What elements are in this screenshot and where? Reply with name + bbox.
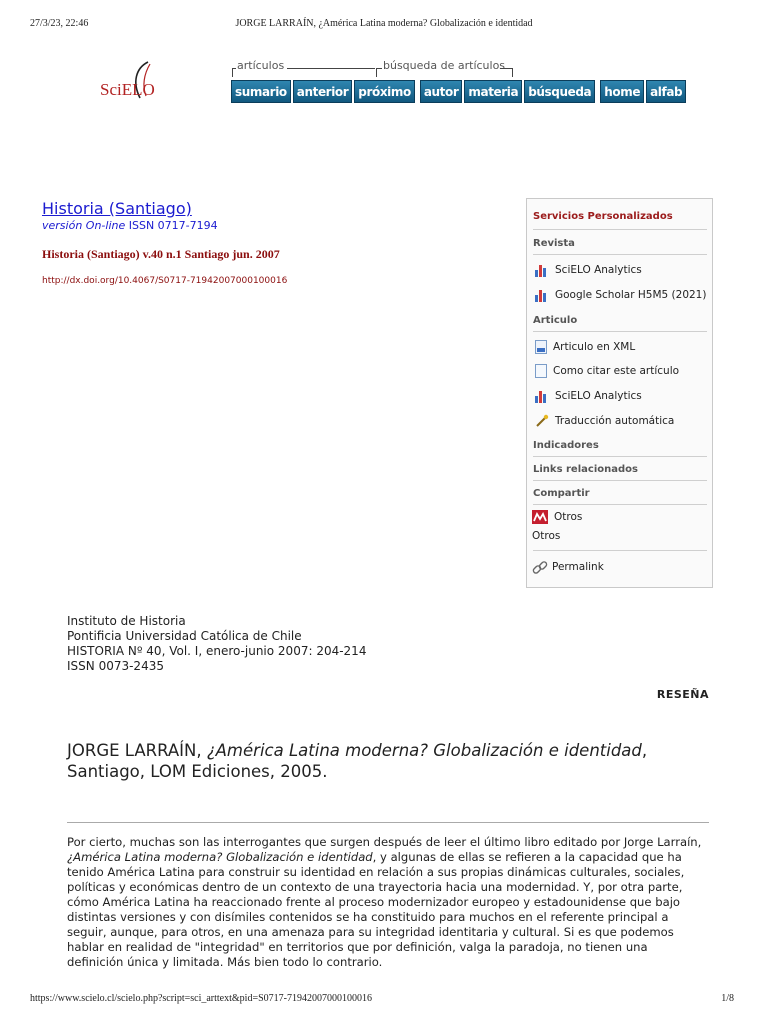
articulo-item-label: Articulo en XML [553, 341, 636, 353]
services-section-indicadores: Indicadores [533, 440, 599, 451]
print-page-number: 1/8 [721, 993, 734, 1004]
journal-version-label: versión On-line [42, 219, 126, 232]
citation-book-title: ¿América Latina moderna? Globalización e identidad [206, 741, 642, 760]
xml-file-icon [535, 340, 547, 354]
revista-item-label: SciELO Analytics [555, 264, 642, 276]
revista-item-label: Google Scholar H5M5 (2021) [555, 289, 707, 301]
articulo-scielo-analytics-link[interactable] [535, 389, 642, 403]
nav-toolbar [231, 80, 686, 103]
nav-anterior-button[interactable]: anterior [293, 80, 353, 103]
nav-home-button[interactable]: home [600, 80, 644, 103]
nav-materia-button[interactable]: materia [464, 80, 522, 103]
issue-line: Historia (Santiago) v.40 n.1 Santiago jun. 2007 [42, 247, 280, 261]
services-divider [533, 550, 707, 551]
print-datetime: 27/3/23, 22:46 [30, 18, 89, 29]
paragraph-book-title: ¿América Latina moderna? Globalización e identidad [67, 850, 373, 864]
services-panel [526, 198, 713, 588]
citation-rest: , Santiago, LOM Ediciones, 2005. [67, 741, 648, 781]
bar-chart-icon [535, 263, 549, 277]
nav-group-bracket-line [232, 68, 236, 69]
articulo-item-label: Como citar este artículo [553, 365, 680, 377]
nav-autor-button[interactable]: autor [420, 80, 463, 103]
nav-sumario-button[interactable]: sumario [231, 80, 291, 103]
affiliation-line: Instituto de Historia [67, 614, 186, 628]
chain-link-icon [532, 560, 546, 574]
paragraph-text: Por cierto, muchas son las interrogantes que surgen después de leer el último libro editado por Jorge Larraín, [67, 835, 702, 849]
journal-version-line [42, 219, 218, 232]
share-icon [532, 510, 548, 524]
section-label: RESEÑA [656, 688, 709, 701]
doi-link[interactable]: http://dx.doi.org/10.4067/S0717-71942007000100016 [42, 276, 288, 286]
services-section-links: Links relacionados [533, 464, 638, 475]
scielo-logo[interactable] [100, 60, 170, 110]
nav-busqueda-button[interactable]: búsqueda [524, 80, 595, 103]
services-section-revista: Revista [533, 238, 575, 249]
share-item-label: Otros [532, 530, 561, 542]
share-otros-link-2[interactable] [532, 530, 560, 542]
bar-chart-icon [535, 389, 549, 403]
print-page-title: JORGE LARRAÍN, ¿América Latina moderna? Globalización e identidad [235, 18, 533, 29]
nav-group-bracket-line [376, 68, 382, 69]
articulo-item-label: SciELO Analytics [555, 390, 642, 402]
bar-chart-icon [535, 288, 549, 302]
affiliation-line: Pontificia Universidad Católica de Chile [67, 629, 302, 643]
nav-group-busqueda-label: búsqueda de artículos [383, 59, 506, 72]
services-divider [533, 504, 707, 505]
services-divider [533, 254, 707, 255]
body-paragraph [67, 835, 707, 970]
citation-sep: , [196, 741, 207, 760]
services-section-compartir: Compartir [533, 488, 590, 499]
journal-issn: ISSN 0717-7194 [128, 219, 218, 232]
articulo-cite-link[interactable] [535, 364, 679, 378]
revista-google-scholar-link[interactable] [535, 288, 706, 302]
nav-group-bracket-line [500, 68, 512, 69]
nav-group-bracket [232, 68, 233, 77]
articulo-item-label: Traducción automática [555, 415, 675, 427]
articulo-xml-link[interactable] [535, 340, 635, 354]
nav-proximo-button[interactable]: próximo [354, 80, 415, 103]
scielo-logo-text: SciELO [100, 80, 155, 99]
journal-title-link[interactable]: Historia (Santiago) [42, 199, 192, 218]
print-url: https://www.scielo.cl/scielo.php?script=sci_arttext&pid=S0717-71942007000100016 [30, 993, 372, 1004]
permalink-link[interactable] [532, 560, 604, 574]
document-icon [535, 364, 547, 378]
content-divider [67, 822, 709, 823]
revista-scielo-analytics-link[interactable] [535, 263, 642, 277]
nav-group-bracket [376, 68, 377, 77]
services-divider [533, 456, 707, 457]
services-divider [533, 480, 707, 481]
services-divider [533, 229, 707, 230]
nav-group-articulos-label: artículos [237, 59, 285, 72]
nav-group-bracket-line [287, 68, 375, 69]
nav-group-bracket [512, 68, 513, 77]
paragraph-text: , y algunas de ellas se refieren a la capacidad que ha tenido América Latina para construir su identidad en relación a sus propias dinámicas culturales, sociales, políticas y económicas dentro de un contexto de una trayectoria hacia una modernidad. Y, por otra parte, cómo América Latina ha reaccionado frente al proceso modernizador europeo y estadounidense que bajo distintas versiones y con disímiles contenidos se ha constituido para muchos en el referente principal a seguir, aunque, para otros, en una amenaza para su integridad identitaria y cultural. Si es que podemos hablar en realidad de "integridad" en territorios que por definición, valga la paradoja, no tienen una definición única y limitada. Más bien todo lo contrario. [67, 850, 685, 969]
permalink-label: Permalink [552, 561, 604, 573]
share-item-label: Otros [554, 511, 583, 523]
services-title: Servicios Personalizados [533, 211, 673, 222]
affiliation-block [67, 614, 366, 674]
book-citation [67, 740, 687, 782]
share-otros-link[interactable] [532, 510, 582, 524]
citation-author: JORGE LARRAÍN [67, 741, 197, 760]
affiliation-line: HISTORIA Nº 40, Vol. I, enero-junio 2007: 204-214 [67, 644, 367, 658]
affiliation-line: ISSN 0073-2435 [67, 659, 164, 673]
nav-alfab-button[interactable]: alfab [646, 80, 686, 103]
articulo-translate-link[interactable] [535, 414, 674, 428]
services-divider [533, 331, 707, 332]
wand-icon [535, 414, 549, 428]
services-section-articulo: Articulo [533, 315, 578, 326]
